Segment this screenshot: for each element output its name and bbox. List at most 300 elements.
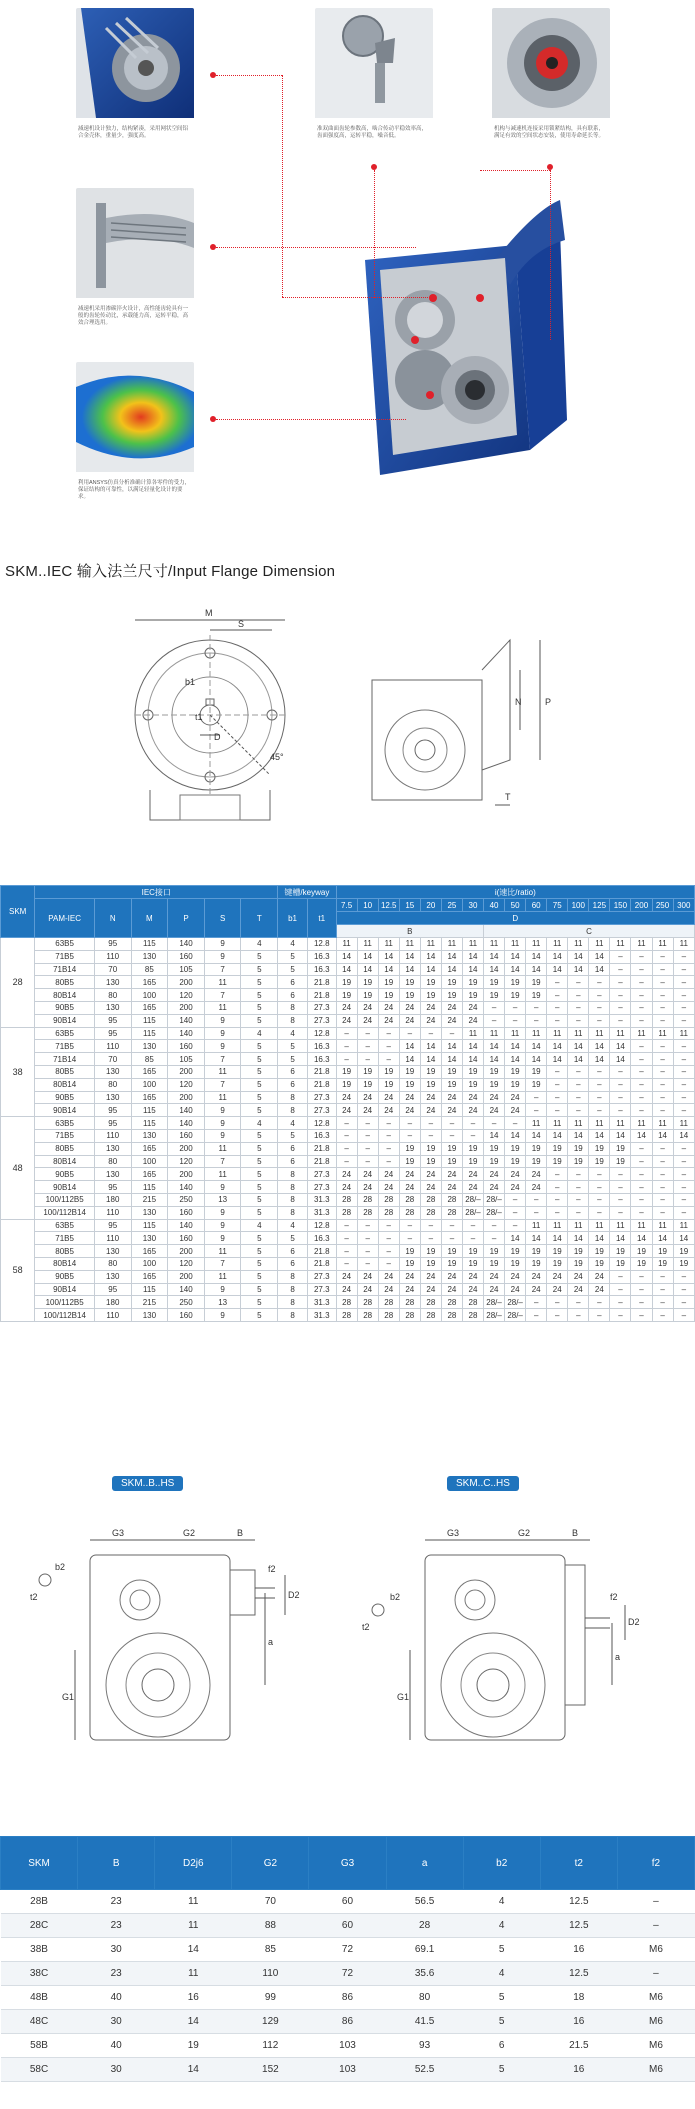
table-cell: – [631,1142,652,1155]
table-row [1,1890,695,1914]
table-cell: 250 [168,1296,205,1309]
table-cell: 80B5 [35,1065,95,1078]
table-cell: 21.8 [307,1142,336,1155]
table-cell: 99 [232,1986,309,2010]
table-cell: 14 [399,1053,420,1066]
table-cell: – [673,1296,694,1309]
table-cell: – [652,976,673,989]
table-cell: 13 [204,1193,241,1206]
table-cell: 5 [241,1001,278,1014]
table-cell: 19 [526,1065,547,1078]
table-cell: 11 [204,976,241,989]
table-cell: 24 [399,1270,420,1283]
table-cell: 14 [378,963,399,976]
table-cell: – [336,1245,357,1258]
hs-c-label-D2: D2 [628,1617,640,1627]
th-skm: SKM [1,886,35,938]
table-cell: 5 [241,1040,278,1053]
table-cell: 24 [484,1091,505,1104]
table-cell: 130 [94,1001,131,1014]
table-cell: 24 [336,1014,357,1027]
worm-gear-image [76,188,194,298]
hs-b-label-b2: b2 [55,1562,66,1572]
housing-cutaway-image [76,8,194,118]
table-cell: 130 [94,1142,131,1155]
table-cell: 19 [462,1155,483,1168]
table-cell: 19 [420,1257,441,1270]
skm-size-cell: 28 [1,938,35,1028]
table-cell: – [568,976,589,989]
table-cell: 19 [526,976,547,989]
input-flange-table [0,885,695,1322]
table-cell: 14 [484,1040,505,1053]
table-cell: 14 [336,950,357,963]
table-cell: 14 [652,1232,673,1245]
table-cell: 165 [131,1001,168,1014]
table-cell: 14 [441,963,462,976]
table-cell: – [652,1181,673,1194]
table-cell: – [652,1065,673,1078]
table-cell: 19 [462,1257,483,1270]
table-cell: 90B14 [35,1104,95,1117]
table-cell: 14 [505,1040,526,1053]
table-cell: – [610,1104,631,1117]
table-cell: 19 [462,989,483,1002]
table-cell: 5 [241,1296,278,1309]
table-cell: 11 [204,1142,241,1155]
th-col: SKM [1,1837,78,1890]
seal-cutaway-image [492,8,610,118]
table-cell: M6 [617,2034,694,2058]
table-cell: 19 [568,1142,589,1155]
table-cell: 70 [94,963,131,976]
table-cell: – [673,1193,694,1206]
table-cell: 4 [463,1962,540,1986]
table-cell: 19 [526,1245,547,1258]
table-cell: 11 [204,1245,241,1258]
hs-c-label-a: a [615,1652,621,1662]
table-cell: 28B [1,1890,78,1914]
table-cell: – [357,1257,378,1270]
table-row [1,1232,695,1245]
table-cell: 11 [589,1027,610,1040]
table-cell: 90B5 [35,1168,95,1181]
table-cell: 90B5 [35,1001,95,1014]
table-cell: 19 [505,1155,526,1168]
table-cell: 115 [131,1219,168,1232]
table-row [1,1181,695,1194]
table-row [1,1283,695,1296]
table-cell: 24 [399,1014,420,1027]
table-cell: 5 [278,1129,308,1142]
table-cell: – [336,1142,357,1155]
table-cell: – [568,1078,589,1091]
table-cell: 71B5 [35,950,95,963]
table-cell: 14 [610,1232,631,1245]
table-cell: 24 [484,1181,505,1194]
table-cell: 24 [526,1283,547,1296]
table-cell: 24 [399,1168,420,1181]
table-cell: 90B14 [35,1181,95,1194]
table-cell: – [420,1219,441,1232]
table-cell: 24 [526,1270,547,1283]
table-cell: 24 [336,1001,357,1014]
th-ratio-value: 75 [547,899,568,912]
table-cell: 11 [505,1027,526,1040]
table-cell: 24 [547,1270,568,1283]
table-cell: 28 [336,1296,357,1309]
table-cell: 28/– [484,1206,505,1219]
table-cell: 4 [241,938,278,951]
table-cell: – [505,1206,526,1219]
table-cell: 11 [526,938,547,951]
table-cell: 14 [526,963,547,976]
table-cell: – [673,1078,694,1091]
hs-c-label-f2: f2 [610,1592,618,1602]
table-cell: 24 [462,1181,483,1194]
table-cell: – [357,1219,378,1232]
table-cell: 16.3 [307,950,336,963]
table-row [1,1078,695,1091]
table-cell: 130 [131,1040,168,1053]
table-cell: 19 [420,1155,441,1168]
table-cell: 24 [441,1168,462,1181]
table-cell: 14 [526,1129,547,1142]
table-cell: – [589,1091,610,1104]
table-cell: 140 [168,1219,205,1232]
table-cell: 14 [631,1129,652,1142]
table-cell: 115 [131,1181,168,1194]
table-cell: 23 [78,1890,155,1914]
table-cell: 19 [399,1245,420,1258]
table-cell: 24 [357,1091,378,1104]
table-cell: 24 [420,1014,441,1027]
table-cell: – [673,1142,694,1155]
table-cell: 24 [505,1168,526,1181]
table-cell: – [420,1027,441,1040]
table-cell: 14 [547,1040,568,1053]
table-cell: 19 [399,1257,420,1270]
table-cell: – [652,1155,673,1168]
table-cell: 14 [589,1232,610,1245]
table-cell: 100/112B5 [35,1193,95,1206]
table-cell: 14 [441,1040,462,1053]
hs-dimension-diagrams [0,1500,695,1770]
table-cell: – [610,1001,631,1014]
table-cell: – [589,1193,610,1206]
skm-size-cell: 38 [1,1027,35,1117]
table-cell: 8 [278,1206,308,1219]
table-cell: 24 [441,1104,462,1117]
table-cell: – [568,1181,589,1194]
stress-analysis-image [76,362,194,472]
table-row [1,1914,695,1938]
hs-c-label-G3: G3 [447,1528,460,1538]
feature-caption-1: 減速机设计独力，结构紧凑，采用网状空间铝合金壳体，重量少，强度高。 [78,126,189,139]
table-cell: 19 [441,989,462,1002]
dim-label-N: N [515,697,522,707]
table-cell: 19 [441,1245,462,1258]
table-cell: – [652,1142,673,1155]
table-cell: 40 [78,1986,155,2010]
table-cell: 28 [399,1193,420,1206]
table-cell: 200 [168,1142,205,1155]
table-cell: 80 [94,1257,131,1270]
table-cell: 30 [78,1938,155,1962]
table-cell: 24 [484,1168,505,1181]
table-cell: – [378,1027,399,1040]
table-cell: 95 [94,1181,131,1194]
table-cell: 27.3 [307,1104,336,1117]
hs-b-label-D2: D2 [288,1590,300,1600]
table-cell: – [378,1129,399,1142]
table-cell: 165 [131,1270,168,1283]
table-cell: 19 [505,976,526,989]
table-cell: 9 [204,1309,241,1322]
table-cell: – [652,1193,673,1206]
table-cell: – [631,1040,652,1053]
table-cell: 14 [420,1053,441,1066]
table-cell: – [652,1296,673,1309]
table-cell: 24 [505,1091,526,1104]
table-cell: 19 [378,976,399,989]
table-cell: 24 [441,1181,462,1194]
table-cell: 19 [505,1078,526,1091]
table-cell: 19 [505,1142,526,1155]
table-cell: 5 [241,989,278,1002]
table-cell: 23 [78,1914,155,1938]
table-cell: 52.5 [386,2058,463,2082]
table-cell: 19 [399,1065,420,1078]
skm-size-cell: 58 [1,1219,35,1321]
table-cell: 24 [378,1283,399,1296]
table-cell: 11 [673,1027,694,1040]
table-cell: 19 [357,989,378,1002]
table-cell: – [547,1309,568,1322]
table-cell: – [547,1078,568,1091]
table-cell: – [617,1962,694,1986]
table-cell: 130 [94,1168,131,1181]
table-cell: – [378,1155,399,1168]
table-cell: 160 [168,1206,205,1219]
table-cell: 11 [155,1962,232,1986]
table-cell: – [652,1309,673,1322]
table-cell: 27.3 [307,1091,336,1104]
th-S: S [204,899,241,938]
table-cell: 85 [232,1938,309,1962]
table-cell: 16.3 [307,963,336,976]
table-cell: 24 [462,1001,483,1014]
table-cell: 130 [94,1245,131,1258]
table-cell: – [631,1091,652,1104]
table-cell: 41.5 [386,2010,463,2034]
hs-c-label-G2: G2 [518,1528,531,1538]
table-cell: 19 [526,1142,547,1155]
table-cell: 19 [441,976,462,989]
table-cell: – [505,1117,526,1130]
table-cell: 14 [568,1232,589,1245]
table-cell: 14 [547,1129,568,1142]
table-cell: 24 [589,1270,610,1283]
table-cell: 19 [420,1245,441,1258]
table-cell: – [399,1219,420,1232]
table-cell: 72 [309,1938,386,1962]
th-b1: b1 [278,899,308,938]
table-cell: 90B14 [35,1014,95,1027]
table-cell: 19 [505,1065,526,1078]
table-cell: 5 [241,1168,278,1181]
table-cell: 120 [168,989,205,1002]
table-cell: 11 [589,1117,610,1130]
table-cell: – [673,963,694,976]
table-cell: 28 [357,1296,378,1309]
diagram-c-hs [362,1528,640,1740]
table-cell: – [610,1206,631,1219]
dim-label-T: T [505,792,511,802]
table-cell: – [673,989,694,1002]
table-row [1,1001,695,1014]
table-cell: 5 [278,1040,308,1053]
table-cell: 19 [441,1078,462,1091]
connector-line [480,170,550,171]
table-cell: – [357,1040,378,1053]
table-cell: 14 [526,1053,547,1066]
th-ratio-value: 200 [631,899,652,912]
table-cell: 12.5 [540,1962,617,1986]
table-cell: 120 [168,1257,205,1270]
table-cell: 200 [168,976,205,989]
table-cell: 11 [204,1001,241,1014]
table-cell: 4 [463,1890,540,1914]
table-cell: 19 [336,1078,357,1091]
table-cell: 5 [241,976,278,989]
table-cell: 19 [462,1142,483,1155]
table-row [1,1091,695,1104]
table-cell: 14 [462,963,483,976]
table-cell: 160 [168,1040,205,1053]
table-row [1,1053,695,1066]
table-row [1,963,695,976]
table-cell: 11 [204,1270,241,1283]
table-cell: – [378,1040,399,1053]
table-cell: 31.3 [307,1193,336,1206]
table-cell: 5 [241,1309,278,1322]
table-cell: 14 [505,1232,526,1245]
table-cell: – [673,1001,694,1014]
table-row [1,1270,695,1283]
table-cell: – [673,1104,694,1117]
table-cell: 11 [610,1117,631,1130]
table-cell: – [631,1309,652,1322]
table-cell: – [589,1104,610,1117]
table-cell: – [484,1117,505,1130]
table-cell: 35.6 [386,1962,463,1986]
table-cell: 19 [547,1142,568,1155]
th-col: B [78,1837,155,1890]
table-cell: 58B [1,2034,78,2058]
table-cell: 19 [526,1078,547,1091]
feature-thumb-gear [315,8,433,148]
table-cell: 5 [241,1257,278,1270]
table-cell: – [631,1053,652,1066]
table-cell: 14 [589,963,610,976]
table-cell: 85 [131,963,168,976]
table-cell: – [547,976,568,989]
table-cell: – [462,1117,483,1130]
table-cell: 19 [357,1065,378,1078]
table-cell: 80 [386,1986,463,2010]
table-cell: – [631,1283,652,1296]
table-cell: 19 [399,976,420,989]
table-cell: 28 [420,1296,441,1309]
table-cell: 14 [484,1053,505,1066]
table-cell: 28 [441,1206,462,1219]
table-cell: 165 [131,1245,168,1258]
table-cell: 12.8 [307,1117,336,1130]
table-cell: – [357,1245,378,1258]
table-cell: – [652,1001,673,1014]
th-ratio-value: 150 [610,899,631,912]
table-cell: 24 [568,1270,589,1283]
table-cell: 160 [168,1129,205,1142]
table-cell: – [378,1257,399,1270]
table-cell: – [610,1309,631,1322]
table-cell: 14 [505,1129,526,1142]
table-cell: 4 [278,938,308,951]
table-cell: 19 [420,1142,441,1155]
table-cell: 24 [441,1091,462,1104]
table-cell: – [652,1283,673,1296]
table-cell: 200 [168,1270,205,1283]
table-cell: – [399,1027,420,1040]
table-cell: 19 [526,1155,547,1168]
table-cell: 24 [484,1270,505,1283]
hs-b-label-G2: G2 [183,1528,196,1538]
table-cell: 110 [94,1309,131,1322]
table-cell: – [617,1890,694,1914]
table-cell: 24 [420,1001,441,1014]
table-cell: 7 [204,1155,241,1168]
feature-illustration [0,0,695,520]
table-cell: 14 [568,950,589,963]
table-cell: – [673,1309,694,1322]
table-cell: 30 [78,2010,155,2034]
table-cell: 9 [204,1117,241,1130]
th-ratio: i(速比/ratio) [336,886,694,899]
table-cell: – [610,1270,631,1283]
table-cell: – [610,963,631,976]
table-cell: 48C [1,2010,78,2034]
table-cell: 5 [241,1270,278,1283]
table-cell: 28/– [484,1193,505,1206]
table-cell: 5 [463,1986,540,2010]
table-cell: – [673,1206,694,1219]
table-cell: 19 [505,1257,526,1270]
table-cell: 129 [232,2010,309,2034]
table-cell: – [631,1206,652,1219]
table-row [1,1219,695,1232]
table-cell: – [399,1232,420,1245]
table-cell: 8 [278,1270,308,1283]
table-cell: 19 [610,1257,631,1270]
table-cell: 14 [357,950,378,963]
table-cell: 80 [94,989,131,1002]
table-cell: 19 [399,1155,420,1168]
table-cell: 140 [168,938,205,951]
table-cell: 5 [241,1142,278,1155]
th-col: t2 [540,1837,617,1890]
table-cell: 4 [278,1219,308,1232]
